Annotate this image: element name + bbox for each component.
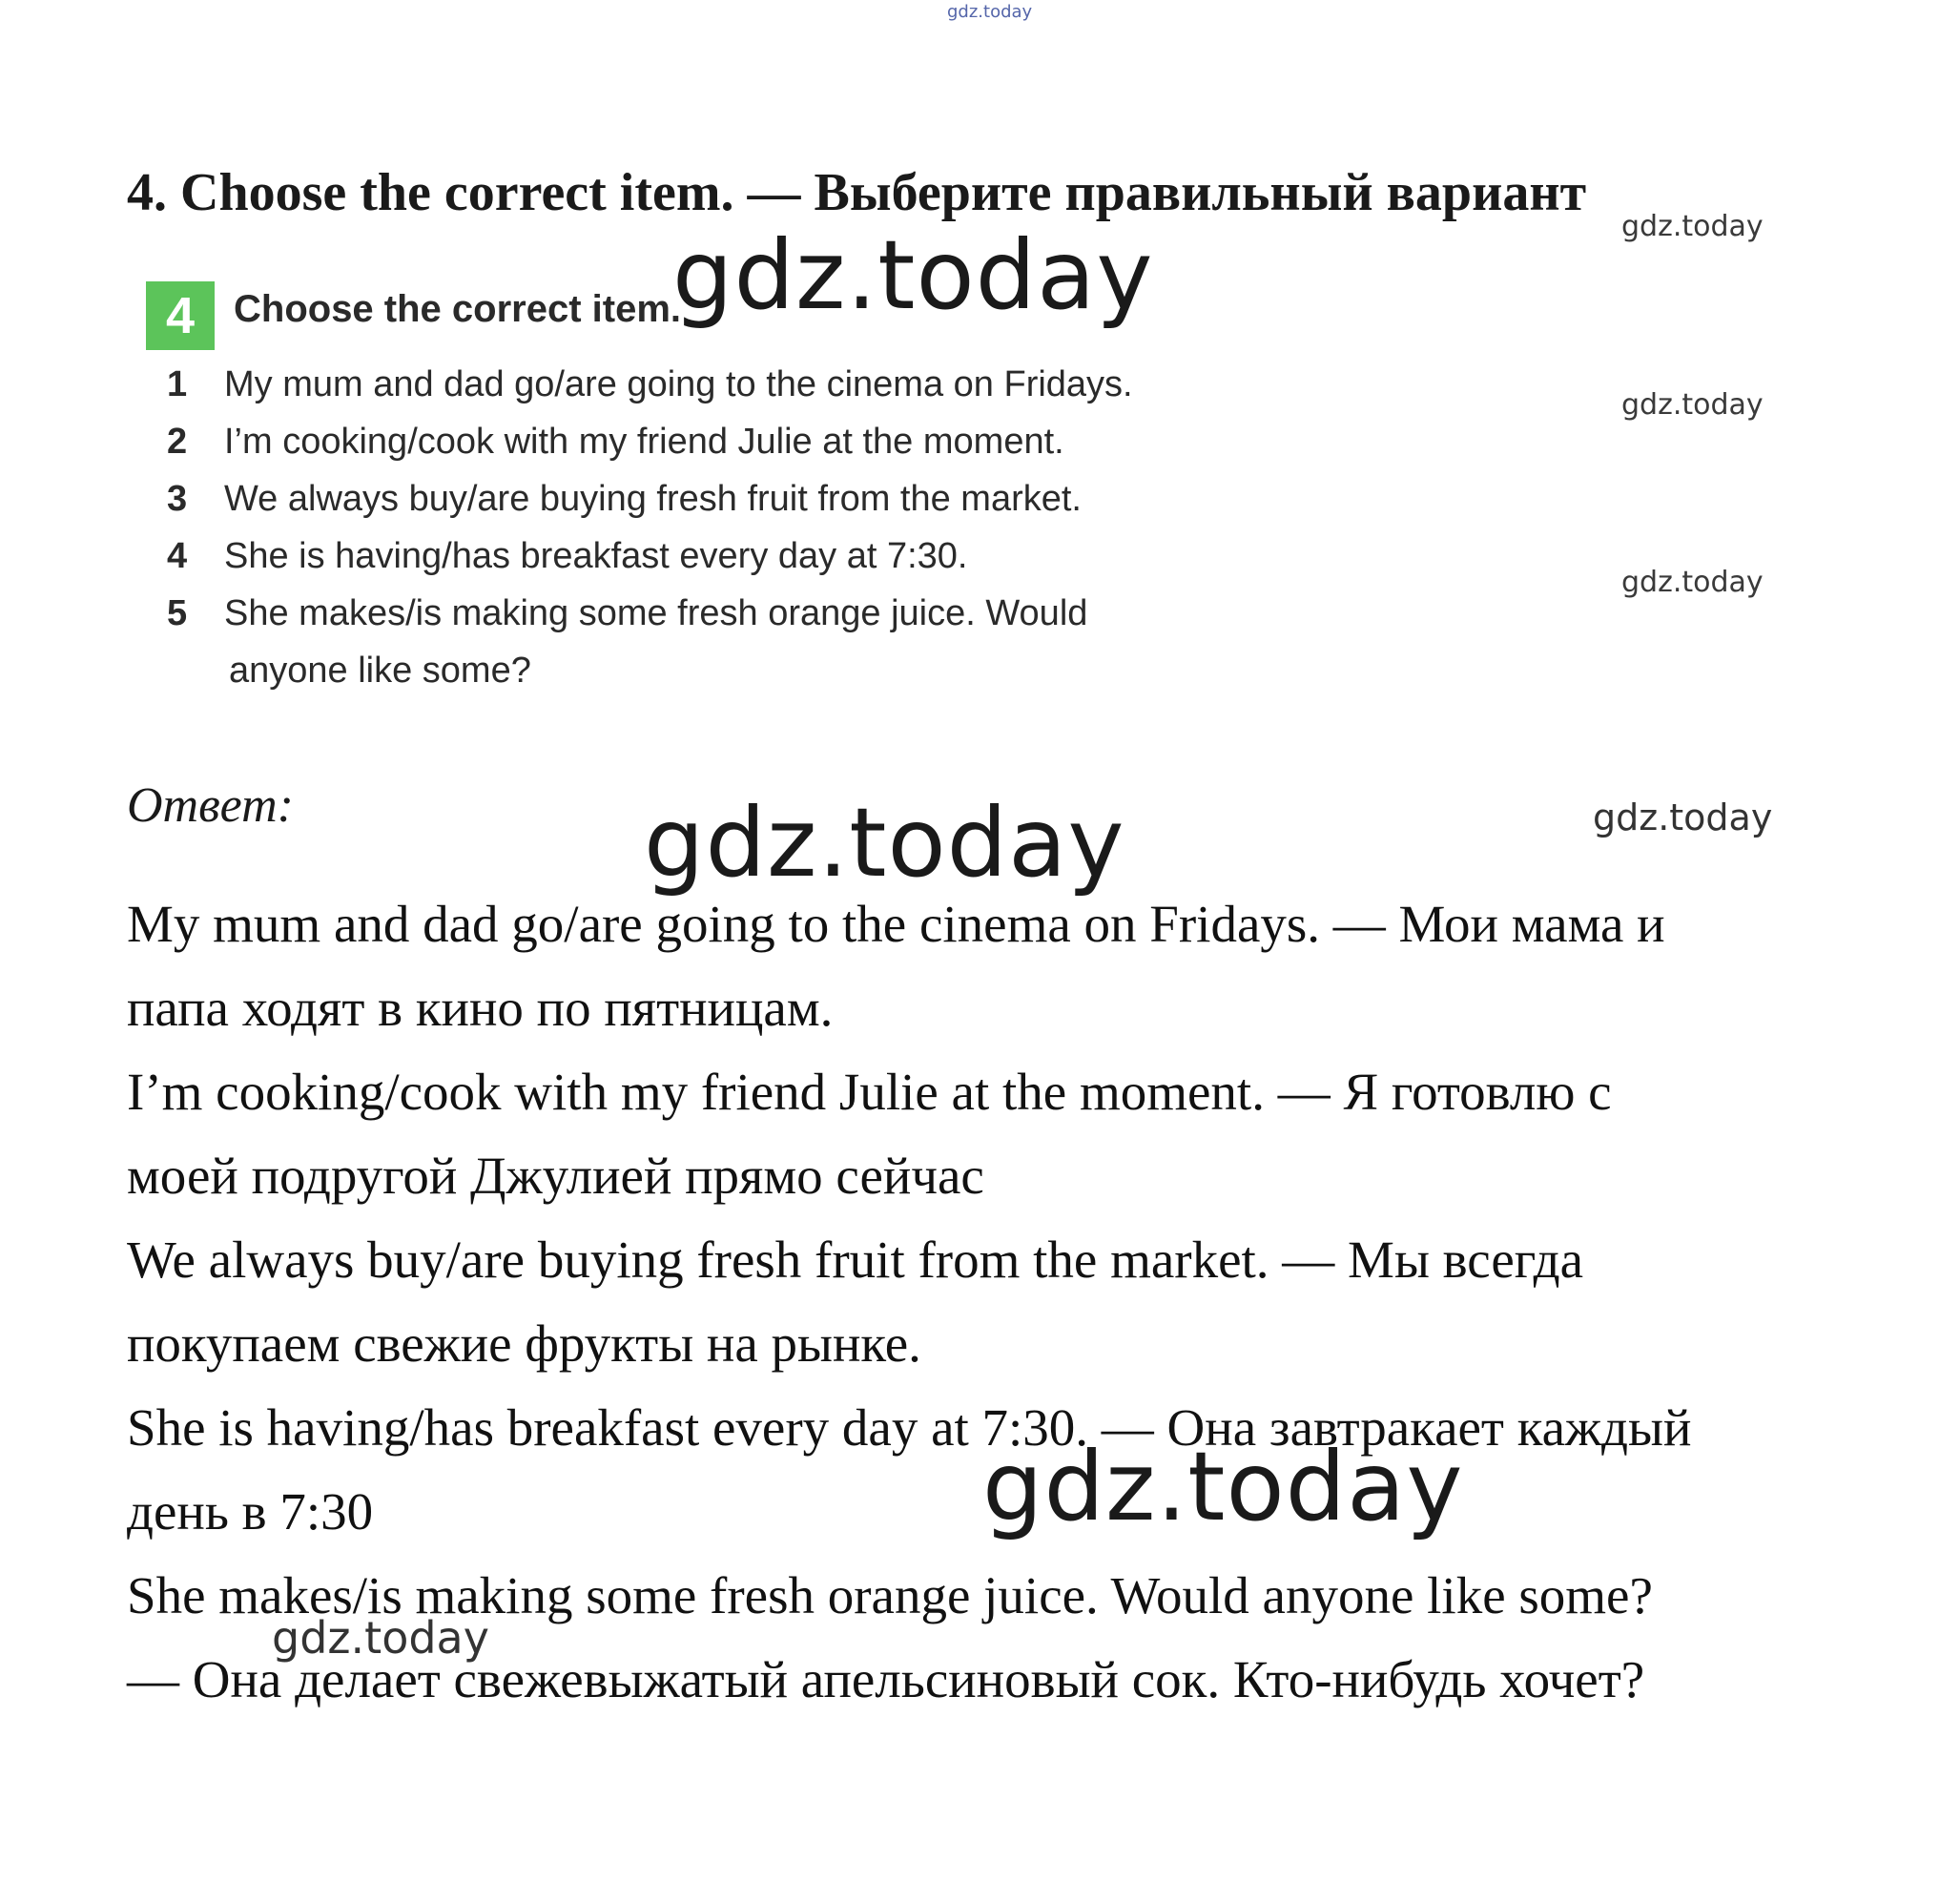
- exercise-number-badge: 4: [146, 281, 215, 350]
- watermark-mid: gdz.today: [1593, 796, 1773, 838]
- item-text: She makes/is making some fresh orange juice. Would: [224, 593, 1088, 633]
- item-text: She is having/has breakfast every day at 7:30.: [224, 536, 968, 576]
- answer-line: We always buy/are buying fresh fruit from the market. — Мы всегда: [127, 1231, 1584, 1289]
- watermark-large: gdz.today: [982, 1431, 1464, 1542]
- watermark-small: gdz.today: [1621, 566, 1764, 599]
- exercise-item: [167, 593, 1087, 634]
- answer-line: день в 7:30: [127, 1482, 374, 1541]
- item-number: 4: [167, 536, 188, 576]
- watermark-large: gdz.today: [672, 219, 1154, 331]
- watermark-large: gdz.today: [644, 787, 1125, 899]
- exercise-item: [167, 422, 1064, 463]
- item-text: My mum and dad go/are going to the cinema on Fridays.: [224, 364, 1133, 404]
- item-number: 5: [167, 593, 188, 633]
- answer-body: [127, 882, 1863, 1722]
- answer-line: My mum and dad go/are going to the cinema on Fridays. — Мои мама и: [127, 895, 1665, 953]
- task-heading: 4. Choose the correct item. — Выберите правильный вариант: [127, 163, 1587, 222]
- answer-line: She is having/has breakfast every day at 7:30. — Она завтракает каждый: [127, 1398, 1692, 1457]
- exercise-item: [167, 479, 1082, 520]
- item-text: I’m cooking/cook with my friend Julie at the moment.: [224, 422, 1064, 462]
- answer-line: — Она делает свежевыжатый апельсиновый сок. Кто-нибудь хочет?: [127, 1650, 1645, 1708]
- item-number: 1: [167, 364, 188, 404]
- item-number: 3: [167, 479, 188, 519]
- exercise-title: Choose the correct item.: [234, 288, 682, 330]
- watermark-small: gdz.today: [1621, 388, 1764, 422]
- answer-line: She makes/is making some fresh orange juice. Would anyone like some?: [127, 1566, 1653, 1624]
- answer-line: I’m cooking/cook with my friend Julie at the moment. — Я готовлю с: [127, 1063, 1612, 1121]
- watermark-small: gdz.today: [1621, 210, 1764, 243]
- watermark-mid: gdz.today: [272, 1612, 489, 1664]
- answer-line: моей подругой Джулией прямо сейчас: [127, 1147, 984, 1205]
- item-number: 2: [167, 422, 188, 462]
- exercise-item: [167, 364, 1133, 405]
- answer-line: покупаем свежие фрукты на рынке.: [127, 1314, 921, 1373]
- watermark-top: gdz.today: [947, 2, 1033, 22]
- exercise-item-continuation: anyone like some?: [229, 651, 531, 691]
- answer-line: папа ходят в кино по пятницам.: [127, 979, 834, 1037]
- exercise-item: [167, 536, 967, 577]
- textbook-excerpt: [143, 277, 1254, 706]
- answer-label: Ответ:: [127, 778, 294, 833]
- item-text: We always buy/are buying fresh fruit from the market.: [224, 479, 1082, 519]
